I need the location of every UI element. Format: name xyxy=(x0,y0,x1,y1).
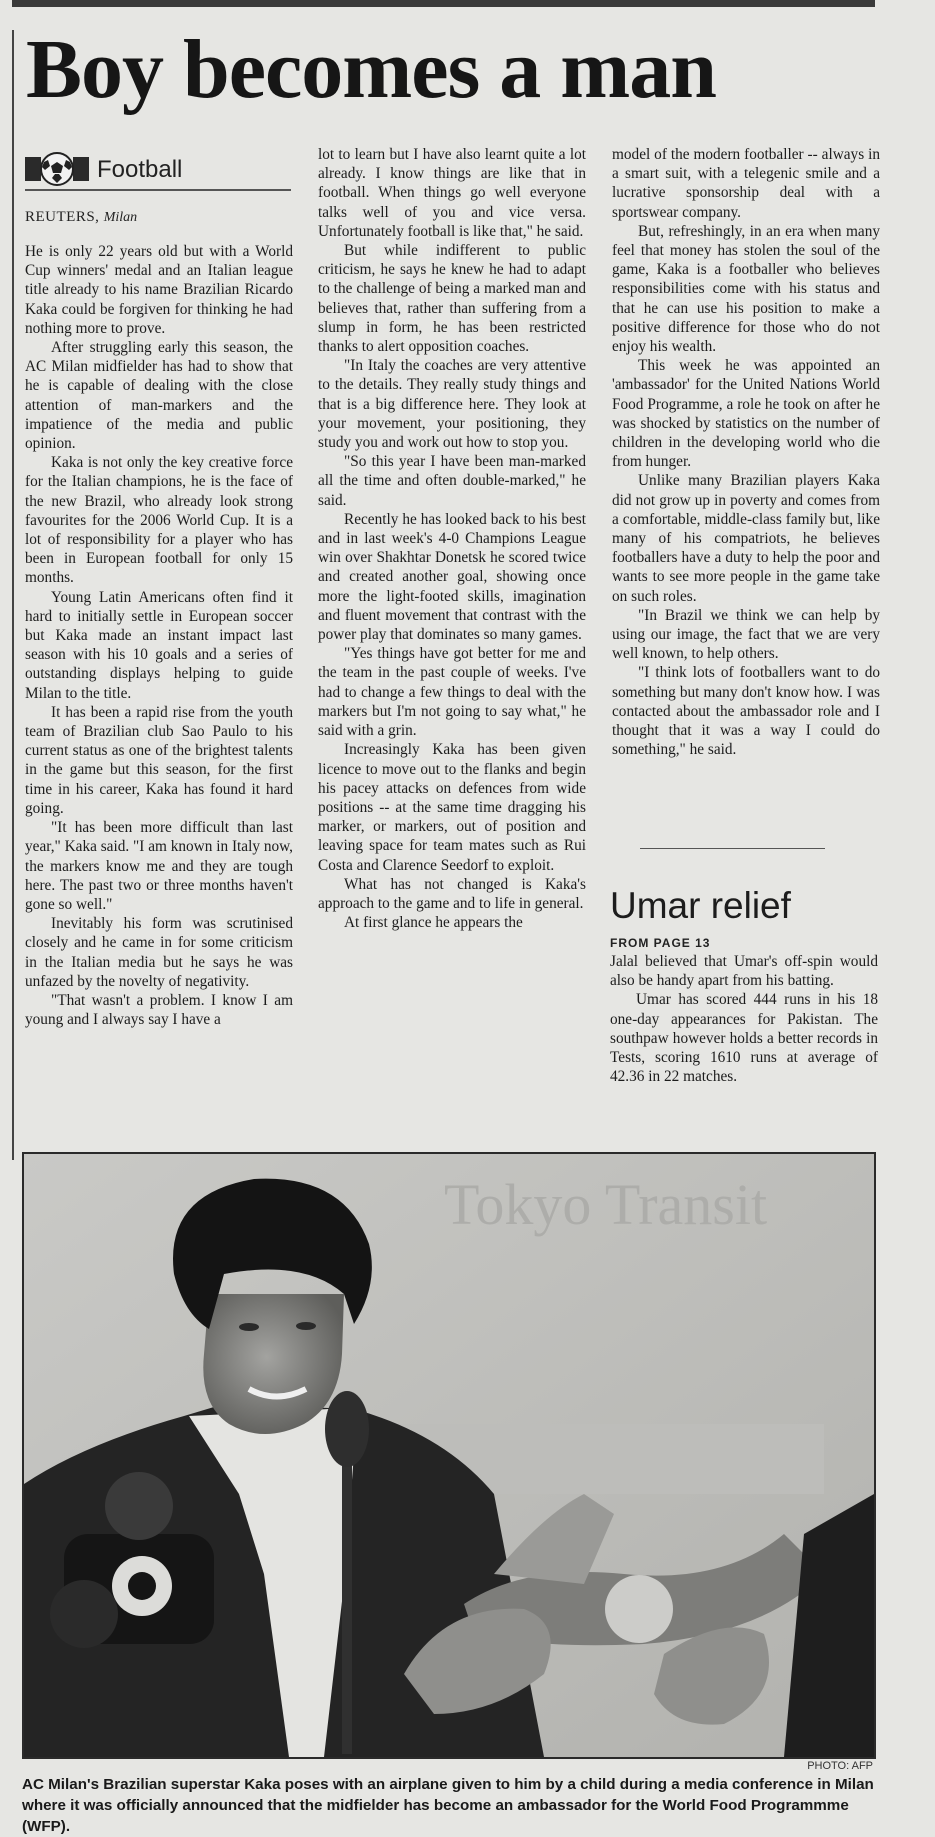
headline: Boy becomes a man xyxy=(26,23,716,116)
paragraph: "That wasn't a problem. I know I am young and I always say I have a xyxy=(25,991,293,1029)
football-icon xyxy=(25,152,89,186)
paragraph: After struggling early this season, the AC Milan midfielder has had to show that he is capable of dealing with the close attention of man-markers and the impatience of the media and public opinion. xyxy=(25,339,293,453)
paragraph: Inevitably his form was scrutinised closely and he came in for some criticism in the Italian media but he says he was unfazed by the novelty of negativity. xyxy=(25,915,293,990)
paragraph: At first glance he appears the xyxy=(344,914,523,932)
paragraph: Jalal believed that Umar's off-spin would also be handy apart from his batting. xyxy=(610,953,878,990)
paragraph: Umar has scored 444 runs in his 18 one-day appearances for Pakistan. The southpaw however holds a better records in Tests, scoring 1610 runs at average of 42.36 in 22 matches. xyxy=(610,991,878,1086)
paragraph: "In Brazil we think we can help by using our image, the fact that we are very well known, to help others. xyxy=(612,606,880,663)
sidebar-divider xyxy=(640,848,825,849)
paragraph: But, refreshingly, in an era when many feel that money has stolen the soul of the game, Kaka is a footballer who believes responsibilities come with his status and that he can use his position to make a positive difference for those who do not enjoy his wealth. xyxy=(612,222,880,356)
section-label: Football xyxy=(97,156,183,183)
paragraph: "I think lots of footballers want to do something but many don't know how. I was contacted about the ambassador role and I thought that it was a way I could do something," he said. xyxy=(612,664,880,759)
kicker-rule xyxy=(25,189,291,191)
photo-credit: PHOTO: AFP xyxy=(807,1760,873,1772)
top-rule xyxy=(12,0,875,7)
byline xyxy=(25,209,137,226)
left-column-rule xyxy=(12,30,14,1160)
paragraph: He is only 22 years old but with a World Cup winners' medal and an Italian league title already to his name Brazilian Ricardo Kaka could be forgiven for thinking he had nothing more to prove. xyxy=(25,243,293,337)
body-column-1 xyxy=(25,242,293,1029)
paragraph: Recently he has looked back to his best and in last week's 4-0 Champions League win over Shakhtar Donetsk he scored twice and created another goal, showing once more the light-footed skills, imagination and fluent movement that contrast with the power play that dominates so many games. xyxy=(318,510,586,644)
paragraph: "In Italy the coaches are very attentive to the details. They really study things and that is a big difference here. They look at your movement, your positioning, they study you and work out how to stop you. xyxy=(318,357,586,452)
photo-illustration xyxy=(24,1154,874,1757)
paragraph: "It has been more difficult than last year," Kaka said. "I am known in Italy now, the markers know me and they are tough here. The past two or three months haven't gone so well." xyxy=(25,819,293,913)
byline-agency: REUTERS, xyxy=(25,209,100,225)
paragraph: "Yes things have got better for me and the team in the past couple of weeks. I've had to change a few things to deal with the markers but I'm not going to say what," he said with a grin. xyxy=(318,645,586,740)
jump-line: FROM PAGE 13 xyxy=(610,936,711,950)
photo-caption: AC Milan's Brazilian superstar Kaka poses with an airplane given to him by a child during a media conference in Milan where it was officially announced that the midfielder has become an ambassador for the World Food Programmme (WFP). xyxy=(22,1776,874,1835)
paragraph: Kaka is not only the key creative force for the Italian champions, he is the face of the new Brazil, who already look strong favourites for the 2006 World Cup. It is a lot of responsibility for a player who has been in European football for only 15 months. xyxy=(25,454,293,587)
sidebar-body xyxy=(610,952,878,1086)
byline-city: Milan xyxy=(103,210,138,225)
paragraph: lot to learn but I have also learnt quite a lot already. I know things are like that in football. When things go well everyone talks well of you and vice versa. Unfortunately football is like that," he said. xyxy=(318,146,586,240)
sidebar-title: Umar relief xyxy=(610,885,791,926)
paragraph: Unlike many Brazilian players Kaka did not grow up in poverty and comes from a comfortable, middle-class family but, like many of his compatriots, he believes footballers have a duty to help the poor and wants to see more people in the game take on such roles. xyxy=(612,472,880,605)
paragraph: What has not changed is Kaka's approach to the game and to life in general. xyxy=(318,875,586,912)
body-column-3 xyxy=(612,145,880,760)
news-photo xyxy=(22,1152,876,1759)
paragraph: Increasingly Kaka has been given licence to move out to the flanks and begin his pacey attacks on defences from wide positions -- at the same time dragging his marker, or markers, out of position and leaving space for team mates such as Rui Costa and Clarence Seedorf to exploit. xyxy=(318,741,586,874)
paragraph: "So this year I have been man-marked all the time and often double-marked," he said. xyxy=(318,453,586,509)
paragraph: Young Latin Americans often find it hard to initially settle in European soccer but Kaka made an instant impact last season with his 10 goals and a series of outstanding displays helping to guide Milan to the title. xyxy=(25,588,293,702)
body-column-2 xyxy=(318,145,586,932)
section-kicker xyxy=(25,152,291,188)
paragraph: It has been a rapid rise from the youth team of Brazilian club Sao Paulo to his current status as one of the brightest talents in the game but this season, for the first time in his career, Kaka has found it hard going. xyxy=(25,703,293,817)
background-sign: Tokyo Transit xyxy=(444,1172,768,1237)
paragraph: But while indifferent to public criticism, he says he knew he had to adapt to the challenge of being a marked man and believes that, rather than suffering from a slump in form, he has been restricted thanks to alert opposition coaches. xyxy=(318,242,586,356)
paragraph: This week he was appointed an 'ambassador' for the United Nations World Food Programme, a role he took on after he was shocked by statistics on the number of children in the developing world who die from hunger. xyxy=(612,357,880,471)
paragraph: model of the modern footballer -- always in a smart suit, with a telegenic smile and a lucrative sponsorship deal with a sportswear company. xyxy=(612,146,880,221)
